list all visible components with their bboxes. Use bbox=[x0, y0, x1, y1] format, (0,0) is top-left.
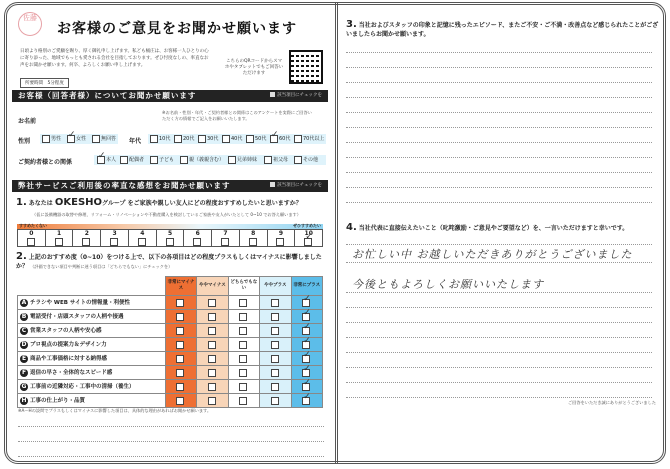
col-very-positive: 非常にプラス bbox=[291, 277, 322, 296]
checkbox[interactable] bbox=[55, 238, 63, 246]
checkbox-checked[interactable] bbox=[304, 238, 312, 246]
checkbox-checked[interactable] bbox=[67, 135, 75, 143]
age-option-20[interactable]: 20代 bbox=[174, 134, 194, 144]
relation-label: ご契約者様との関係 bbox=[18, 159, 73, 166]
checkbox-checked[interactable] bbox=[302, 299, 310, 307]
age-option-60[interactable]: ✓ 60代 bbox=[270, 134, 290, 144]
table-row: B 電話受付・店頭スタッフの人柄や接遇 ✓ bbox=[18, 310, 323, 324]
checkbox[interactable] bbox=[138, 238, 146, 246]
check-hint: 該当項目にチェックを bbox=[270, 180, 322, 192]
answer-line[interactable] bbox=[18, 426, 324, 427]
answer-line[interactable] bbox=[346, 244, 652, 245]
intro-text: 日頃より格別のご愛顧を賜り、厚く御礼申し上げます。私ども桶庄は、お客様一人ひとりの心に寄り添った、地域でもっとも愛される会社を目指しております。ぜひ忖度なしの、率直なお声をお聞かせ願います。何卒、よろしくお願い申し上げます。 bbox=[20, 49, 209, 68]
col-very-negative: 非常にマイナス bbox=[165, 277, 196, 296]
answer-line[interactable] bbox=[346, 187, 652, 188]
table-row: G 工事前の近隣対応・工事中の清掃（養生） ✓ bbox=[18, 380, 323, 394]
section-title: お客様（回答者様）についてお聞かせ願います bbox=[18, 91, 197, 100]
checkbox[interactable] bbox=[176, 299, 184, 307]
checkbox[interactable] bbox=[166, 238, 174, 246]
age-option-30[interactable]: 30代 bbox=[198, 134, 218, 144]
table-row: H 工事の仕上がり・品質 ✓ bbox=[18, 394, 323, 408]
checkbox[interactable] bbox=[239, 397, 247, 405]
answer-line[interactable] bbox=[346, 52, 652, 53]
col-neutral: どちらでもない bbox=[228, 277, 259, 296]
brand-name: OKESHO bbox=[54, 197, 103, 208]
section-respondent-header bbox=[12, 90, 328, 102]
scale-option-7[interactable]: 7 bbox=[212, 230, 240, 246]
scale-high-label: ぜひすすめたい bbox=[292, 223, 321, 228]
matrix-header-row bbox=[18, 277, 323, 296]
answer-line[interactable] bbox=[18, 441, 324, 442]
check-hint: 該当項目にチェックを bbox=[270, 90, 322, 102]
checkbox[interactable] bbox=[228, 156, 236, 164]
checkbox[interactable] bbox=[222, 135, 230, 143]
checkbox-checked[interactable] bbox=[97, 156, 105, 164]
answer-line[interactable] bbox=[346, 322, 652, 323]
impact-matrix bbox=[17, 276, 323, 408]
gender-option-male[interactable]: 男性 bbox=[42, 134, 61, 144]
scale-option-0[interactable]: 0 bbox=[18, 230, 46, 246]
checkbox[interactable] bbox=[208, 369, 216, 377]
answer-line[interactable] bbox=[346, 307, 652, 308]
answer-line[interactable] bbox=[346, 172, 652, 173]
answer-line[interactable] bbox=[346, 382, 652, 383]
checkbox-checked[interactable] bbox=[302, 397, 310, 405]
checkbox[interactable] bbox=[294, 135, 302, 143]
scale-cells bbox=[17, 229, 323, 247]
scale-option-6[interactable]: 6 bbox=[184, 230, 212, 246]
checkbox-checked[interactable] bbox=[302, 341, 310, 349]
checkbox[interactable] bbox=[271, 355, 279, 363]
privacy-note: ※お名前・性別・年代・ご契約者様との関係はこのアンケートを実際にご回答いただく方の情報でご記入をお願いいたします。 bbox=[162, 110, 312, 121]
checkbox[interactable] bbox=[271, 383, 279, 391]
checkbox[interactable] bbox=[110, 238, 118, 246]
checkbox[interactable] bbox=[271, 397, 279, 405]
handwritten-answer-line2: 今後ともよろしくお願いいたします bbox=[352, 278, 544, 291]
age-option-70plus[interactable]: 70代以上 bbox=[294, 134, 324, 144]
answer-line[interactable] bbox=[346, 202, 652, 203]
checkbox[interactable] bbox=[176, 383, 184, 391]
section-service-header bbox=[12, 180, 328, 192]
answer-line[interactable] bbox=[346, 142, 652, 143]
relation-option-sibling[interactable]: 兄弟姉妹 bbox=[228, 155, 257, 165]
letter-badge-icon: H bbox=[21, 397, 27, 404]
answer-line[interactable] bbox=[346, 97, 652, 98]
letter-badge-icon: D bbox=[21, 341, 27, 348]
letter-badge-icon: F bbox=[21, 369, 27, 376]
answer-line[interactable] bbox=[346, 292, 652, 293]
checkbox[interactable] bbox=[271, 341, 279, 349]
checkbox[interactable] bbox=[271, 299, 279, 307]
checkbox[interactable] bbox=[208, 397, 216, 405]
checkbox[interactable] bbox=[239, 355, 247, 363]
checkbox-hint-icon bbox=[270, 182, 275, 187]
table-row: A チラシや WEB サイトの情報量・利便性 ✓ bbox=[18, 296, 323, 310]
checkbox[interactable] bbox=[176, 341, 184, 349]
nps-scale bbox=[17, 224, 323, 248]
scale-option-3[interactable]: 3 bbox=[101, 230, 129, 246]
checkbox[interactable] bbox=[264, 156, 272, 164]
checkbox[interactable] bbox=[27, 238, 35, 246]
checkbox[interactable] bbox=[120, 156, 128, 164]
q4-title: 4. 当社代表に直接伝えたいこと（叱咤激励・ご意見やご要望など）を、一言いただけますと幸いです。 bbox=[346, 222, 629, 233]
checkbox[interactable] bbox=[176, 327, 184, 335]
section-title: 弊社サービスご利用後の率直な感想をお聞かせ願います bbox=[18, 181, 231, 190]
checkbox[interactable] bbox=[271, 313, 279, 321]
checkbox-checked[interactable] bbox=[302, 383, 310, 391]
answer-line[interactable] bbox=[18, 456, 324, 457]
checkbox[interactable] bbox=[176, 397, 184, 405]
checkbox[interactable] bbox=[208, 327, 216, 335]
qr-code-icon[interactable] bbox=[289, 50, 323, 84]
answer-line[interactable] bbox=[346, 127, 652, 128]
q2-title: 2. 上記のおすすめ度（0~10）をつける上で、以下の各項目はどの程度プラスもしくはマイナスに影響しましたか？ （評価できない項目や判断に迷う項目は「どちらでもない」にチェックを） bbox=[16, 251, 322, 270]
scale-option-4[interactable]: 4 bbox=[129, 230, 157, 246]
scale-option-2[interactable]: 2 bbox=[73, 230, 101, 246]
scale-option-1[interactable]: 1 bbox=[46, 230, 74, 246]
letter-badge-icon: A bbox=[21, 299, 27, 306]
checkbox-checked[interactable] bbox=[270, 135, 278, 143]
scale-option-9[interactable]: 9 bbox=[268, 230, 296, 246]
checkbox[interactable] bbox=[208, 313, 216, 321]
answer-line[interactable] bbox=[346, 367, 652, 368]
relation-option-other[interactable]: その他 bbox=[294, 155, 318, 165]
answer-line[interactable] bbox=[346, 157, 652, 158]
checkbox[interactable] bbox=[208, 355, 216, 363]
age-option-40[interactable]: 40代 bbox=[222, 134, 242, 144]
thanks-note: ご回答をいただき誠にありがとうございました bbox=[568, 400, 656, 405]
qr-caption: こちらのQRコードからスマホやタブレットでもご回答いただけます bbox=[224, 59, 284, 76]
answer-line[interactable] bbox=[346, 82, 652, 83]
page-title: お客様のご意見をお聞かせ願います bbox=[57, 21, 297, 37]
checkbox[interactable] bbox=[198, 135, 206, 143]
col-somewhat-negative: ややマイナス bbox=[197, 277, 228, 296]
age-label: 年代 bbox=[129, 138, 142, 145]
answer-line[interactable] bbox=[346, 112, 652, 113]
checkbox[interactable] bbox=[42, 135, 50, 143]
answer-line[interactable] bbox=[346, 262, 652, 263]
checkbox[interactable] bbox=[176, 355, 184, 363]
checkbox[interactable] bbox=[208, 341, 216, 349]
checkbox-checked[interactable] bbox=[302, 327, 310, 335]
checkbox[interactable] bbox=[239, 313, 247, 321]
checkbox-hint-icon bbox=[270, 92, 275, 97]
checkbox[interactable] bbox=[176, 369, 184, 377]
q2-footnote: ※A〜Hの設問でプラスもしくはマイナスに影響した項目は、具体的な理由があればお聞かせ願います。 bbox=[18, 408, 212, 413]
checkbox[interactable] bbox=[294, 156, 302, 164]
column-divider bbox=[335, 2, 338, 464]
checkbox[interactable] bbox=[239, 299, 247, 307]
checkbox[interactable] bbox=[174, 135, 182, 143]
relation-option-child[interactable]: 子ども bbox=[150, 155, 174, 165]
checkbox[interactable] bbox=[221, 238, 229, 246]
q1-title: 1. あなたは OKESHOグループ をご家族や親しい友人にどの程度おすすめしたいと思いますか？ bbox=[16, 197, 302, 208]
q1-note: （仮に設備機器の取替や修理、リフォーム・リノベーションや不動産購入を検討しているご家族や友人がいたとして 0~10 でお答え願います） bbox=[32, 212, 301, 217]
relation-option-grandparent[interactable]: 祖父母 bbox=[264, 155, 288, 165]
answer-line[interactable] bbox=[346, 352, 652, 353]
relation-option-self[interactable]: ✓ 本人 bbox=[97, 155, 116, 165]
age-option-50[interactable]: 50代 bbox=[246, 134, 266, 144]
checkbox-checked[interactable] bbox=[302, 313, 310, 321]
checkbox[interactable] bbox=[271, 369, 279, 377]
letter-badge-icon: B bbox=[21, 313, 27, 320]
gender-option-none[interactable]: 無回答 bbox=[92, 134, 116, 144]
answer-line[interactable] bbox=[346, 67, 652, 68]
q3-title: 3. 当社およびスタッフの印象と記憶に残ったエピソード、またご不安・ご不満・改善点など感じられたことがございましたらお聞かせ願います。 bbox=[346, 19, 659, 38]
scale-option-10[interactable] bbox=[295, 230, 322, 246]
table-row: D プロ視点の提案力＆デザイン力 ✓ bbox=[18, 338, 323, 352]
relation-option-parent[interactable]: 親（義親含む） bbox=[180, 155, 224, 165]
checkbox[interactable] bbox=[208, 383, 216, 391]
checkbox[interactable] bbox=[276, 238, 284, 246]
table-row: F 返信の早さ・全体的なスピード感 ✓ bbox=[18, 366, 323, 380]
checkbox[interactable] bbox=[180, 156, 188, 164]
table-row: E 商品や工事価格に対する納得感 ✓ bbox=[18, 352, 323, 366]
checkbox-checked[interactable] bbox=[302, 369, 310, 377]
checkbox[interactable] bbox=[92, 135, 100, 143]
checkbox[interactable] bbox=[239, 341, 247, 349]
checkbox[interactable] bbox=[239, 369, 247, 377]
seal-logo-icon: 佐藤 bbox=[18, 12, 42, 36]
letter-badge-icon: G bbox=[21, 383, 27, 390]
scale-option-5[interactable]: 5 bbox=[157, 230, 185, 246]
time-estimate: 所要時間 5分程度 bbox=[20, 78, 69, 88]
scale-low-label: すすめたくない bbox=[19, 223, 48, 228]
answer-line[interactable] bbox=[346, 337, 652, 338]
checkbox[interactable] bbox=[193, 238, 201, 246]
gender-option-female[interactable]: ✓ 女性 bbox=[67, 134, 86, 144]
gender-label: 性別 bbox=[18, 138, 31, 145]
col-somewhat-positive: ややプラス bbox=[260, 277, 291, 296]
checkbox[interactable] bbox=[150, 135, 158, 143]
checkbox[interactable] bbox=[82, 238, 90, 246]
scale-option-8[interactable]: 8 bbox=[240, 230, 268, 246]
checkbox[interactable] bbox=[239, 383, 247, 391]
table-row: C 営業スタッフの人柄や安心感 ✓ bbox=[18, 324, 323, 338]
age-option-10[interactable]: 10代 bbox=[150, 134, 170, 144]
checkbox[interactable] bbox=[239, 327, 247, 335]
checkbox[interactable] bbox=[150, 156, 158, 164]
name-label: お名前 bbox=[18, 118, 37, 125]
handwritten-answer-line1: お忙しい中 お越しいただきありがとうございました bbox=[352, 248, 633, 261]
letter-badge-icon: C bbox=[21, 327, 27, 334]
checkbox[interactable] bbox=[176, 313, 184, 321]
checkbox-checked[interactable] bbox=[302, 355, 310, 363]
checkbox[interactable] bbox=[246, 135, 254, 143]
relation-option-spouse[interactable]: 配偶者 bbox=[120, 155, 144, 165]
checkbox[interactable] bbox=[271, 327, 279, 335]
answer-line[interactable] bbox=[346, 397, 652, 398]
letter-badge-icon: E bbox=[21, 355, 27, 362]
checkbox[interactable] bbox=[208, 299, 216, 307]
checkbox[interactable] bbox=[249, 238, 257, 246]
